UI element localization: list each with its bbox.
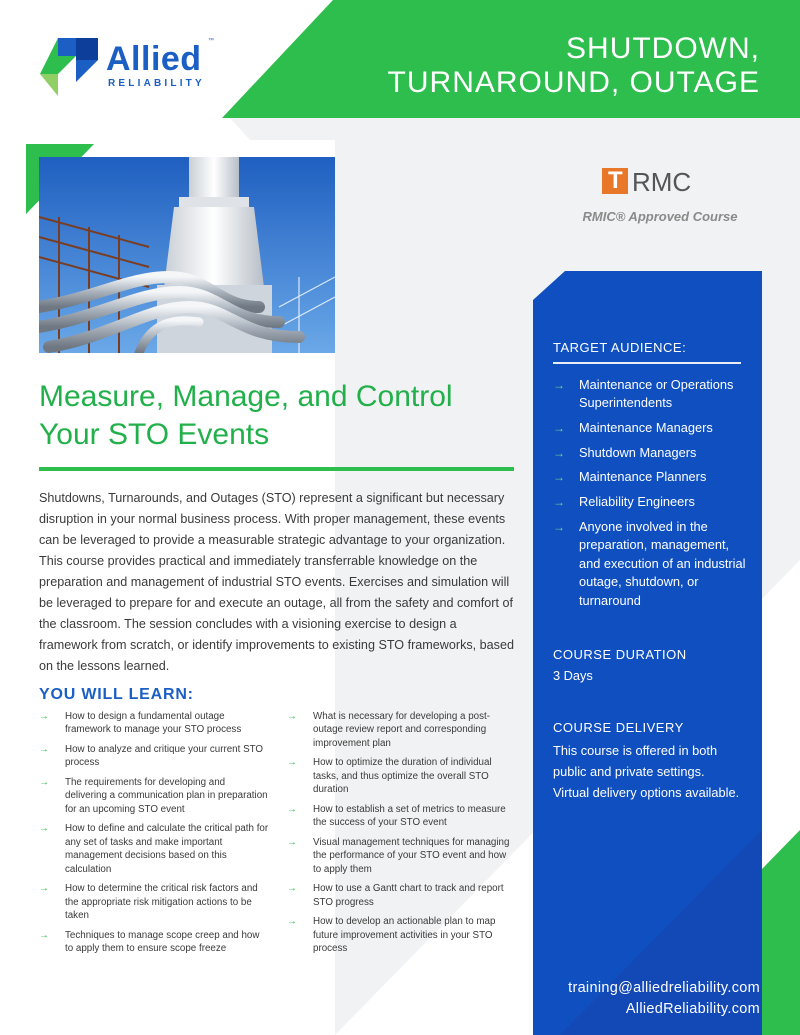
arrow-right-icon: → (39, 883, 49, 895)
arrow-right-icon: → (39, 823, 49, 835)
arrow-right-icon: → (287, 916, 297, 928)
logo-trademark: ™ (208, 38, 214, 44)
arrow-right-icon: → (553, 377, 565, 392)
arrow-right-icon: → (39, 744, 49, 755)
list-item: → How to determine the critical risk factors and the appropriate risk mitigation actions to be taken (39, 883, 258, 922)
learn-list-left (39, 710, 269, 962)
list-item: → Anyone involved in the preparation, management, and execution of an industrial outage, shutdown, or turnaround (553, 518, 746, 608)
arrow-right-icon: → (39, 711, 49, 722)
list-item: → How to use a Gantt chart to track and report STO progress (287, 883, 504, 908)
list-item: → The requirements for developing and delivering a communication plan in preparation for an upcoming STO event (39, 777, 268, 815)
heading-divider (39, 467, 514, 471)
refinery-photo (39, 157, 335, 353)
contact-email[interactable]: training@alliedreliability.com (568, 980, 760, 996)
allied-mark-icon (40, 38, 100, 98)
sidebar (553, 340, 748, 617)
list-item: → How to develop an actionable plan to map future improvement activities in your STO process (287, 916, 496, 955)
learn-list-right (287, 710, 517, 962)
rmc-approved-label: RMIC® Approved Course (582, 209, 738, 224)
audience-heading: TARGET AUDIENCE: (553, 340, 687, 355)
list-item: → Shutdown Managers (553, 444, 748, 463)
arrow-right-icon: → (553, 519, 565, 534)
rmc-logo-icon (602, 168, 628, 194)
audience-list (553, 376, 748, 611)
arrow-right-icon: → (287, 803, 297, 815)
list-item: → Maintenance or Operations Superintendents (553, 376, 734, 410)
list-item: → How to design a fundamental outage framework to manage your STO process (39, 711, 242, 736)
title-line-2: TURNAROUND, OUTAGE (387, 66, 760, 99)
learn-heading: YOU WILL LEARN: (39, 686, 194, 703)
list-item: → Techniques to manage scope creep and how to apply them to ensure scope freeze (39, 929, 260, 955)
audience-divider (553, 362, 741, 364)
intro-paragraph: Shutdowns, Turnarounds, and Outages (STO) represent a significant but necessary disruption in your normal business process. With proper management, these events can be leveraged to provide a measurable strategic advantage to your organization. This course provides practical and immediately transferrable knowledge on the preparation and management of industrial STO events. Exercises and simulation will be leveraged to prepare for and execute an outage, all from the safety and comfort of the classroom. The session concludes with a visioning exercise to design a framework from scratch, or identify improvements to existing STO frameworks, based on the lessons learned. (39, 491, 514, 673)
list-item: → How to optimize the duration of individual tasks, and thus optimize the overall STO duration (287, 757, 492, 796)
main-heading (39, 378, 509, 454)
arrow-right-icon: → (553, 420, 565, 435)
arrow-right-icon: → (287, 757, 297, 769)
arrow-right-icon: → (39, 777, 49, 788)
rmc-text: RMC (632, 167, 692, 197)
list-item: → Reliability Engineers (553, 493, 748, 512)
list-item: → Maintenance Planners (553, 468, 748, 487)
arrow-right-icon: → (39, 929, 49, 941)
list-item: → How to establish a set of metrics to measure the success of your STO event (287, 803, 506, 829)
duration-heading: COURSE DURATION (553, 647, 687, 662)
arrow-right-icon: → (287, 711, 297, 722)
arrow-right-icon: → (553, 470, 565, 485)
list-item: → What is necessary for developing a post-outage review report and corresponding improvement plan (287, 711, 490, 749)
list-item: → How to define and calculate the critical path for any set of tasks and make important management decisions based on this calculation (39, 823, 269, 875)
page-title (388, 32, 760, 100)
contact-website[interactable]: AlliedReliability.com (625, 1001, 760, 1017)
heading-line-2: Your STO Events (39, 418, 270, 451)
heading-line-1: Measure, Manage, and Control (39, 380, 453, 413)
rmc-logo-letter: T (608, 167, 623, 194)
rmc-approval (560, 165, 760, 235)
delivery-heading: COURSE DELIVERY (553, 720, 684, 735)
list-item: → How to analyze and critique your current STO process (39, 744, 264, 769)
contact-info (568, 978, 760, 1020)
arrow-right-icon: → (287, 883, 297, 895)
arrow-right-icon: → (553, 445, 565, 460)
arrow-right-icon: → (287, 836, 297, 848)
list-item: → Maintenance Managers (553, 419, 748, 438)
arrow-right-icon: → (553, 495, 565, 510)
logo-name: Allied (106, 40, 202, 78)
duration-value: 3 Days (553, 668, 593, 683)
title-line-1: SHUTDOWN, (566, 32, 760, 65)
delivery-value: This course is offered in both public and private settings. Virtual delivery options available. (553, 743, 740, 800)
list-item: → Visual management techniques for managing the performance of your STO event and how to apply them (287, 836, 510, 875)
logo-subtitle: RELIABILITY (108, 78, 205, 89)
allied-logo (40, 38, 240, 98)
